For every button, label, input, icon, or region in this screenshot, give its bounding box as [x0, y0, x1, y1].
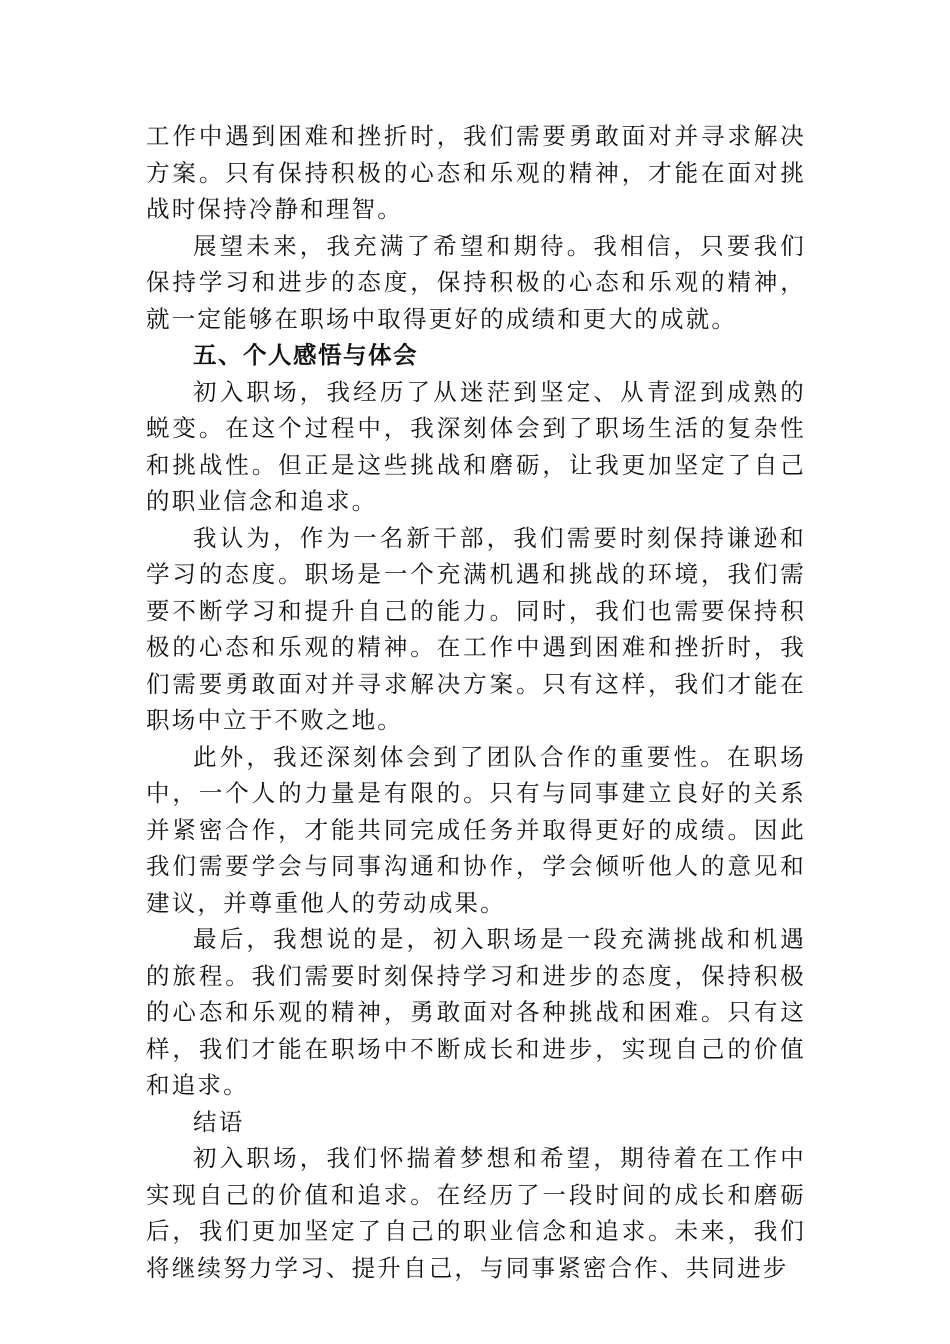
paragraph-attitude: 我认为，作为一名新干部，我们需要时刻保持谦逊和学习的态度。职场是一个充满机遇和挑战的环境，我们需要不断学习和提升自己的能力。同时，我们也需要保持积极的心态和乐观的精神。在工作中遇到困难和挫折时，我们需要勇敢面对并寻求解决方案。只有这样，我们才能在职场中立于不败之地。: [146, 523, 806, 734]
document-page: [146, 118, 806, 1286]
section-heading-five: 五、个人感悟与体会: [193, 341, 418, 369]
paragraph-finally: 最后，我想说的是，初入职场是一段充满挑战和机遇的旅程。我们需要时刻保持学习和进步的态度，保持积极的心态和乐观的精神，勇敢面对各种挑战和困难。只有这样，我们才能在职场中不断成长和进步，实现自己的价值和追求。: [146, 925, 806, 1099]
paragraph-teamwork: 此外，我还深刻体会到了团队合作的重要性。在职场中，一个人的力量是有限的。只有与同事建立良好的关系并紧密合作，才能共同完成任务并取得更好的成绩。因此我们需要学会与同事沟通和协作，学会倾听他人的意见和建议，并尊重他人的劳动成果。: [146, 742, 806, 917]
paragraph-conclusion: 初入职场，我们怀揣着梦想和希望，期待着在工作中实现自己的价值和追求。在经历了一段时间的成长和磨砺后，我们更加坚定了自己的职业信念和追求。未来，我们将继续努力学习、提升自己，与同事紧密合作、共同进步: [146, 1144, 806, 1282]
paragraph-transformation: 初入职场，我经历了从迷茫到坚定、从青涩到成熟的蜕变。在这个过程中，我深刻体会到了职场生活的复杂性和挑战性。但正是这些挑战和磨砺，让我更加坚定了自己的职业信念和追求。: [146, 377, 806, 515]
paragraph-continued: 工作中遇到困难和挫折时，我们需要勇敢面对并寻求解决方案。只有保持积极的心态和乐观的精神，才能在面对挑战时保持冷静和理智。: [146, 122, 806, 223]
paragraph-outlook: 展望未来，我充满了希望和期待。我相信，只要我们保持学习和进步的态度，保持积极的心态和乐观的精神，就一定能够在职场中取得更好的成绩和更大的成就。: [146, 231, 806, 333]
conclusion-heading: 结语: [193, 1107, 245, 1136]
